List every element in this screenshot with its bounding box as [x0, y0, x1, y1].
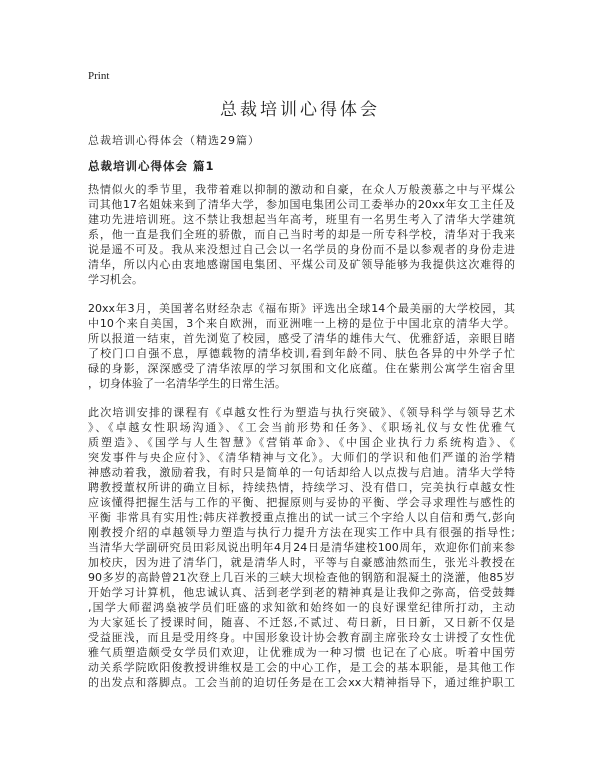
document-body [88, 182, 515, 704]
section-heading: 总裁培训心得体会 篇1 [88, 159, 215, 173]
paragraph [88, 182, 515, 287]
paragraph-line: 质塑造》、《国学与人生智慧》《营销革命》、《中国企业执行力系统构造》、《 [88, 436, 515, 449]
paragraph-line: 》、《卓越女性职场沟通》、《工会当前形势和任务》、《职场礼仪与女性优雅气 [88, 421, 515, 434]
paragraph [88, 301, 515, 391]
paragraph-line: 学习机会。 [88, 273, 143, 286]
paragraph-line: ,国学大师翟鸿燊被学员们旺盛的求知欲和始终如一的良好课堂纪律所打动，主动 [88, 601, 515, 614]
paragraph-line: 突发事件与央企应付》、《清华精神与文化》。大师们的学识和他们严谨的治学精 [88, 451, 515, 464]
paragraph-line: 加校庆，因为进了清华门，就是清华人时，平等与自豪感油然而生，张光斗教授在 [88, 556, 515, 569]
paragraph-line: 20xx年3月，美国著名财经杂志《福布斯》评选出全球14个最美丽的大学校园，其 [88, 302, 515, 315]
paragraph-line: 应该懂得把握生活与工作的平衡、把握原则与妥协的平衡、学会寻求理性与感性的 [88, 496, 515, 509]
document-subtitle: 总裁培训心得体会（精选29篇） [88, 134, 260, 147]
paragraph-line: 当清华大学副研究员田彩凤说出明年4月24日是清华建校100周年，欢迎你们前来参 [88, 541, 515, 554]
paragraph-line: 碌的身影，深深感受了清华浓厚的学习氛围和文化底蕴。住在紫荆公寓学生宿舍里 [88, 362, 515, 375]
paragraph-line: 刚教授介绍的卓越领导力塑造与执行力提升方法在现实工作中具有很强的指导性; [88, 526, 515, 539]
paragraph-line: 清华，所以内心由衷地感谢国电集团、平煤公司及矿领导能够为我提供这次难得的 [88, 258, 515, 271]
paragraph-line: 平衡 非常具有实用性;韩庆祥教授重点推出的试一试三个字给人以自信和勇气,彭向 [88, 511, 515, 524]
paragraph-line: 了校门口自强不息，厚德载物的清华校训,看到年龄不同、肤色各异的中外学子忙 [88, 347, 515, 360]
paragraph-line: 热情似火的季节里，我带着难以抑制的激动和自豪，在众人万般羡慕之中与平煤公 [88, 183, 515, 196]
paragraph-line: 聘教授董权所讲的确立目标，持续热情，持续学习、没有借口，完美执行卓越女性 [88, 481, 515, 494]
paragraph-line: 为大家延长了授课时间，随喜、不迁怒,不贰过、苟日新，日日新，又日新不仅是 [88, 616, 515, 629]
paragraph-line: 此次培训安排的课程有《卓越女性行为塑造与执行突破》、《领导科学与领导艺术 [88, 406, 515, 419]
paragraph-line: 的出发点和落脚点。工会当前的迫切任务是在工会xx大精神指导下，通过维护职工 [88, 676, 515, 689]
paragraph-line: ，切身体验了一名清华学生的日常生活。 [88, 377, 286, 390]
paragraph-line: 建功先进培训班。这不禁让我想起当年高考，班里有一名男生考入了清华大学建筑 [88, 213, 515, 226]
paragraph-line: 神感动着我，激励着我，有时只是简单的一句话却给人以点拨与启迪。清华大学特 [88, 466, 515, 479]
paragraph-line: 雅气质塑造颇受女学员们欢迎，让优雅成为一种习惯 也记在了心底。听着中国劳 [88, 646, 515, 659]
paragraph-line: 动关系学院欧阳俊教授讲维权是工会的中心工作，是工会的基本职能，是其他工作 [88, 661, 515, 674]
paragraph-line: 系，他一直是我们全班的骄傲，而自己当时考的却是一所专科学校，清华对于我来 [88, 228, 515, 241]
print-label: Print [88, 70, 110, 82]
paragraph-line: 开始学习计算机，他忠诚认真、活到老学到老的精神真是让我仰之弥高，倍受鼓舞 [88, 586, 515, 599]
paragraph [88, 405, 515, 690]
paragraph-line: 司其他17名姐妹来到了清华大学，参加国电集团公司工委举办的20xx年女工主任及 [88, 198, 515, 211]
paragraph-line: 中10个来自美国，3个来自欧洲，而亚洲唯一上榜的是位于中国北京的清华大学。 [88, 317, 515, 330]
document-title: 总裁培训心得体会 [220, 100, 380, 120]
paragraph-line: 受益匪浅，而且是受用终身。中国形象设计协会教育副主席张玲女士讲授了女性优 [88, 631, 515, 644]
paragraph-line: 所以报道一结束，首先浏览了校园，感受了清华的雄伟大气、优雅舒适，亲眼目睹 [88, 332, 515, 345]
paragraph-line: 说是遥不可及。我从来没想过自己会以一名学员的身份而不是以参观者的身份走进 [88, 243, 515, 256]
paragraph-line: 90多岁的高龄曾21次登上几百米的三峡大坝检查他的钢筋和混凝土的浇灌，他85岁 [88, 571, 515, 584]
